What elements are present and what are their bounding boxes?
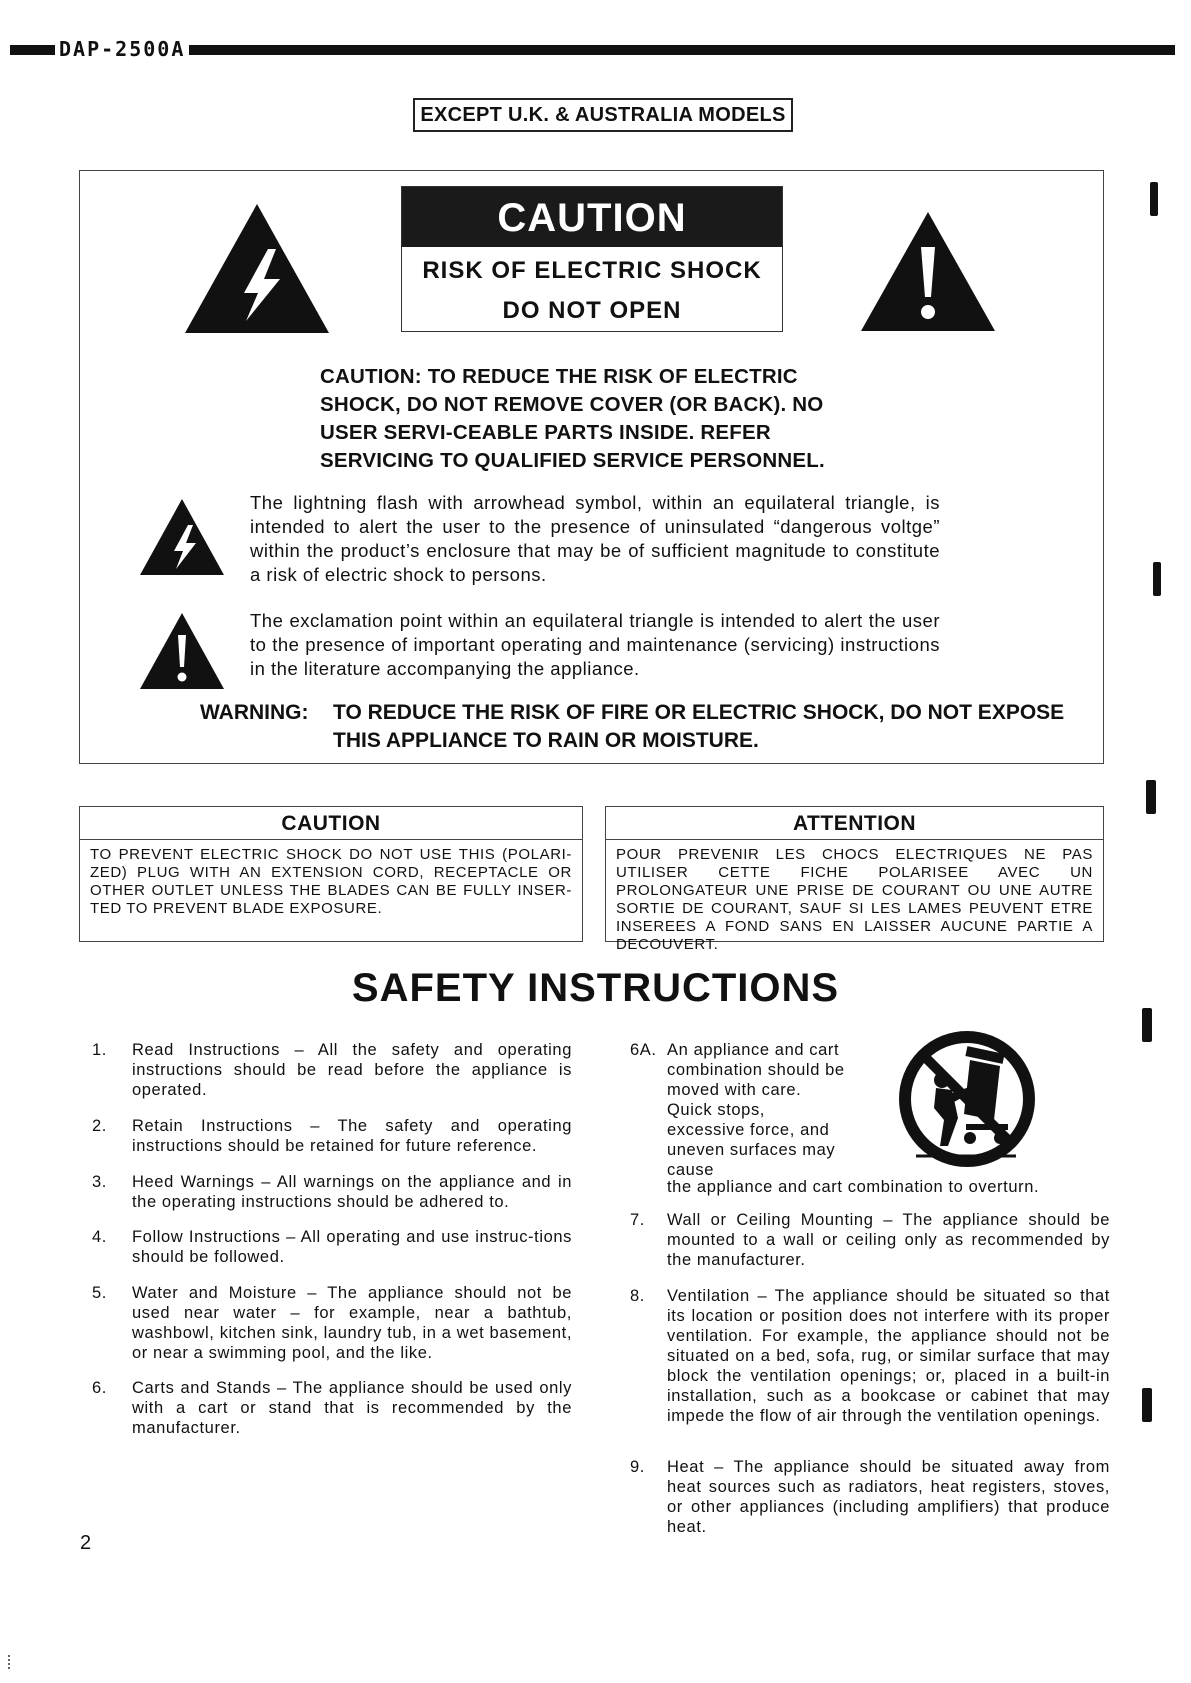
page-number: 2 (80, 1532, 92, 1554)
scan-mark (1146, 780, 1156, 814)
caution-plate-line2: DO NOT OPEN (502, 297, 682, 324)
caution-panel (79, 170, 1104, 764)
instruction-number: 5. (92, 1284, 107, 1302)
warning-text: TO REDUCE THE RISK OF FIRE OR ELECTRIC SHOCK, DO NOT EXPOSE THIS APPLIANCE TO RAIN OR MOISTURE. (333, 701, 1065, 752)
instruction-number: 8. (630, 1287, 645, 1305)
instruction-text: Retain Instructions – The safety and operating instructions should be retained for future reference. (132, 1117, 572, 1155)
safety-instructions-title: SAFETY INSTRUCTIONS (351, 966, 840, 1010)
exclamation-triangle-small-icon (138, 611, 226, 691)
caution-plate-line1: RISK OF ELECTRIC SHOCK (422, 257, 762, 284)
model-name: DAP-2500A (55, 38, 189, 60)
instruction-text: Read Instructions – All the safety and operating instructions should be read before the appliance is operated. (132, 1041, 572, 1099)
instruction-number: 3. (92, 1173, 107, 1191)
instruction-number: 6A. (630, 1041, 657, 1059)
cart-warning-icon (896, 1028, 1038, 1170)
instruction-number: 9. (630, 1458, 645, 1476)
instruction-number: 2. (92, 1117, 107, 1135)
instruction-text: Follow Instructions – All operating and use instruc-tions should be followed. (132, 1228, 572, 1266)
caution-box-title: CAUTION (80, 807, 582, 840)
lightning-description: The lightning flash with arrowhead symbol, within an equilateral triangle, is intended to alert the user to the presence of uninsulated “dangerous voltge” within the product’s enclosure that may be of sufficient magnitude to constitute a risk of electric shock to persons. (250, 492, 940, 585)
warning-label: WARNING: (200, 701, 309, 724)
instruction-text: Heed Warnings – All warnings on the appliance and in the operating instructions should be adhered to. (132, 1173, 572, 1211)
instruction-text: Ventilation – The appliance should be situated so that its location or position does not interfere with its proper ventilation. For example, the appliance should not be situated on a bed, sofa, rug, or similar surface that may block the ventilation openings; or, placed in a built-in installation, such as a bookcase or cabinet that may impede the flow of air through the ventilation openings. (667, 1287, 1110, 1425)
caution-plate-title: CAUTION (402, 187, 782, 247)
instruction-number: 7. (630, 1211, 645, 1229)
instruction-item (630, 1040, 1110, 1195)
exclamation-triangle-icon (858, 209, 998, 334)
scan-dots (8, 1655, 12, 1669)
scan-mark (1142, 1008, 1152, 1042)
lightning-triangle-icon (182, 201, 332, 336)
caution-text: CAUTION: TO REDUCE THE RISK OF ELECTRIC SHOCK, DO NOT REMOVE COVER (OR BACK). NO USER SERVI-CEABLE PARTS INSIDE. REFER SERVICING TO QUALIFIED SERVICE PERSONNEL. (320, 365, 825, 472)
instruction-number: 1. (92, 1041, 107, 1059)
caution-plate (401, 186, 783, 332)
instruction-text: Water and Moisture – The appliance should not be used near water – for example, near a bathtub, washbowl, kitchen sink, laundry tub, in a wet basement, or near a swimming pool, and the like. (132, 1284, 572, 1362)
scan-mark (1153, 562, 1161, 596)
attention-box-title: ATTENTION (606, 807, 1103, 840)
instruction-text: Wall or Ceiling Mounting – The appliance should be mounted to a wall or ceiling only as recommended by the manufacturer. (667, 1211, 1110, 1269)
instruction-number: 6. (92, 1379, 107, 1397)
instruction-text: An appliance and cart combination should be moved with care. Quick stops, excessive force, and uneven surfaces may cause (667, 1041, 845, 1179)
instruction-number: 4. (92, 1228, 107, 1246)
scan-mark (1150, 182, 1158, 216)
exclamation-description: The exclamation point within an equilateral triangle is intended to alert the user to the presence of important operating and maintenance (servicing) instructions in the literature accompanying the appliance. (250, 610, 940, 679)
caution-box (79, 806, 583, 942)
lightning-triangle-small-icon (138, 497, 226, 577)
attention-box-text: POUR PREVENIR LES CHOCS ELECTRIQUES NE PAS UTILISER CETTE FICHE POLARISEE AVEC UN PROLONGATEUR UNE PRISE DE COURANT OU UNE AUTRE SORTIE DE COURANT, SAUF SI LES LAMES PEUVENT ETRE INSEREES A FOND SANS EN LAISSER AUCUNE PARTIE A DECOUVERT. (616, 846, 1093, 953)
scan-mark (1142, 1388, 1152, 1422)
instruction-text: the appliance and cart combination to overturn. (667, 1178, 1040, 1196)
caution-box-text: TO PREVENT ELECTRIC SHOCK DO NOT USE THIS (POLARI-ZED) PLUG WITH AN EXTENSION CORD, RECEPTACLE OR OTHER OUTLET UNLESS THE BLADES CAN BE FULLY INSER-TED TO PREVENT BLADE EXPOSURE. (90, 846, 572, 917)
instruction-text: Heat – The appliance should be situated away from heat sources such as radiators, heat registers, stoves, or other appliances (including amplifiers) that produce heat. (667, 1458, 1110, 1536)
attention-box (605, 806, 1104, 953)
instruction-text: Carts and Stands – The appliance should be used only with a cart or stand that is recommended by the manufacturer. (132, 1379, 572, 1437)
models-label: EXCEPT U.K. & AUSTRALIA MODELS (413, 98, 793, 132)
header-bar (10, 37, 1175, 61)
